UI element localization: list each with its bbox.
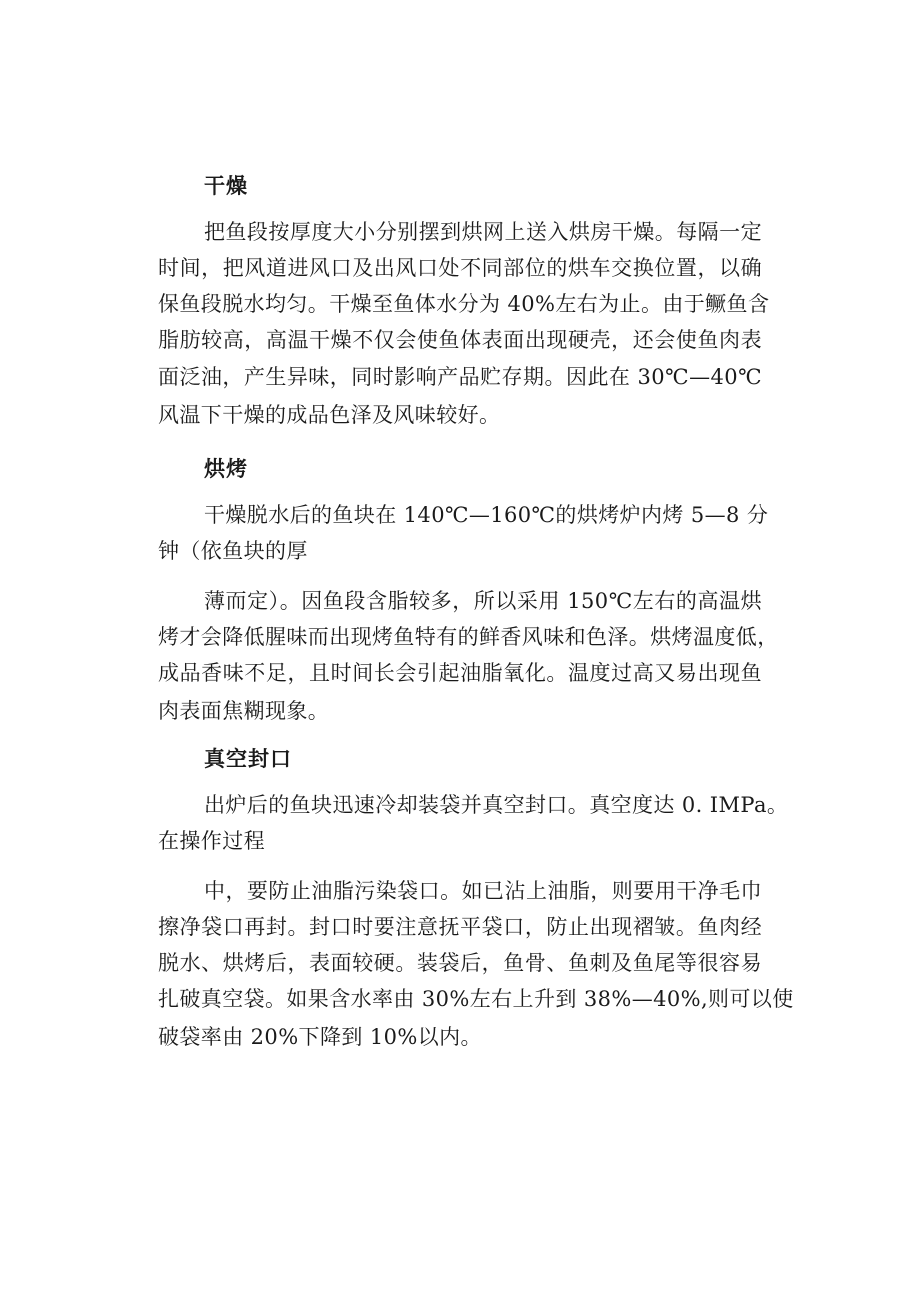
paragraph-line: 出炉后的鱼块迅速冷却装袋并真空封口。真空度达 0. IMPa。 [204, 793, 789, 817]
paragraph-line: 把鱼段按厚度大小分别摆到烘网上送入烘房干燥。每隔一定 [204, 220, 762, 244]
section-heading-baking: 烘烤 [204, 457, 248, 481]
paragraph-line: 在操作过程 [158, 829, 265, 853]
paragraph-line: 薄而定）。因鱼段含脂较多，所以采用 150℃左右的高温烘 [204, 589, 762, 613]
paragraph-line: 烤才会降低腥味而出现烤鱼特有的鲜香风味和色泽。烘烤温度低， [158, 625, 779, 649]
paragraph-line: 成品香味不足，且时间长会引起油脂氧化。温度过高又易出现鱼 [158, 661, 762, 685]
section-heading-drying: 干燥 [204, 174, 248, 198]
paragraph-line: 钟（依鱼块的厚 [158, 539, 308, 563]
paragraph-line: 中，要防止油脂污染袋口。如已沾上油脂，则要用干净毛巾 [204, 879, 762, 903]
paragraph-line: 脂肪较高，高温干燥不仅会使鱼体表面出现硬壳，还会使鱼肉表 [158, 328, 762, 352]
paragraph-line: 肉表面焦糊现象。 [158, 699, 330, 723]
section-heading-vacuum-sealing: 真空封口 [204, 747, 292, 771]
paragraph-line: 保鱼段脱水均匀。干燥至鱼体水分为 40%左右为止。由于鳜鱼含 [158, 292, 770, 316]
paragraph-line: 风温下干燥的成品色泽及风味较好。 [158, 403, 501, 427]
paragraph-line: 面泛油，产生异味，同时影响产品贮存期。因此在 30℃—40℃ [158, 365, 762, 389]
paragraph-line: 脱水、烘烤后，表面较硬。装袋后，鱼骨、鱼刺及鱼尾等很容易 [158, 951, 762, 975]
paragraph-line: 擦净袋口再封。封口时要注意抚平袋口，防止出现褶皱。鱼肉经 [158, 915, 762, 939]
paragraph-line: 时间，把风道进风口及出风口处不同部位的烘车交换位置，以确 [158, 256, 762, 280]
paragraph-line: 干燥脱水后的鱼块在 140℃—160℃的烘烤炉内烤 5—8 分 [204, 503, 769, 527]
paragraph-line: 扎破真空袋。如果含水率由 30%左右上升到 38%—40%,则可以使 [158, 987, 794, 1011]
paragraph-line: 破袋率由 20%下降到 10%以内。 [158, 1025, 482, 1049]
